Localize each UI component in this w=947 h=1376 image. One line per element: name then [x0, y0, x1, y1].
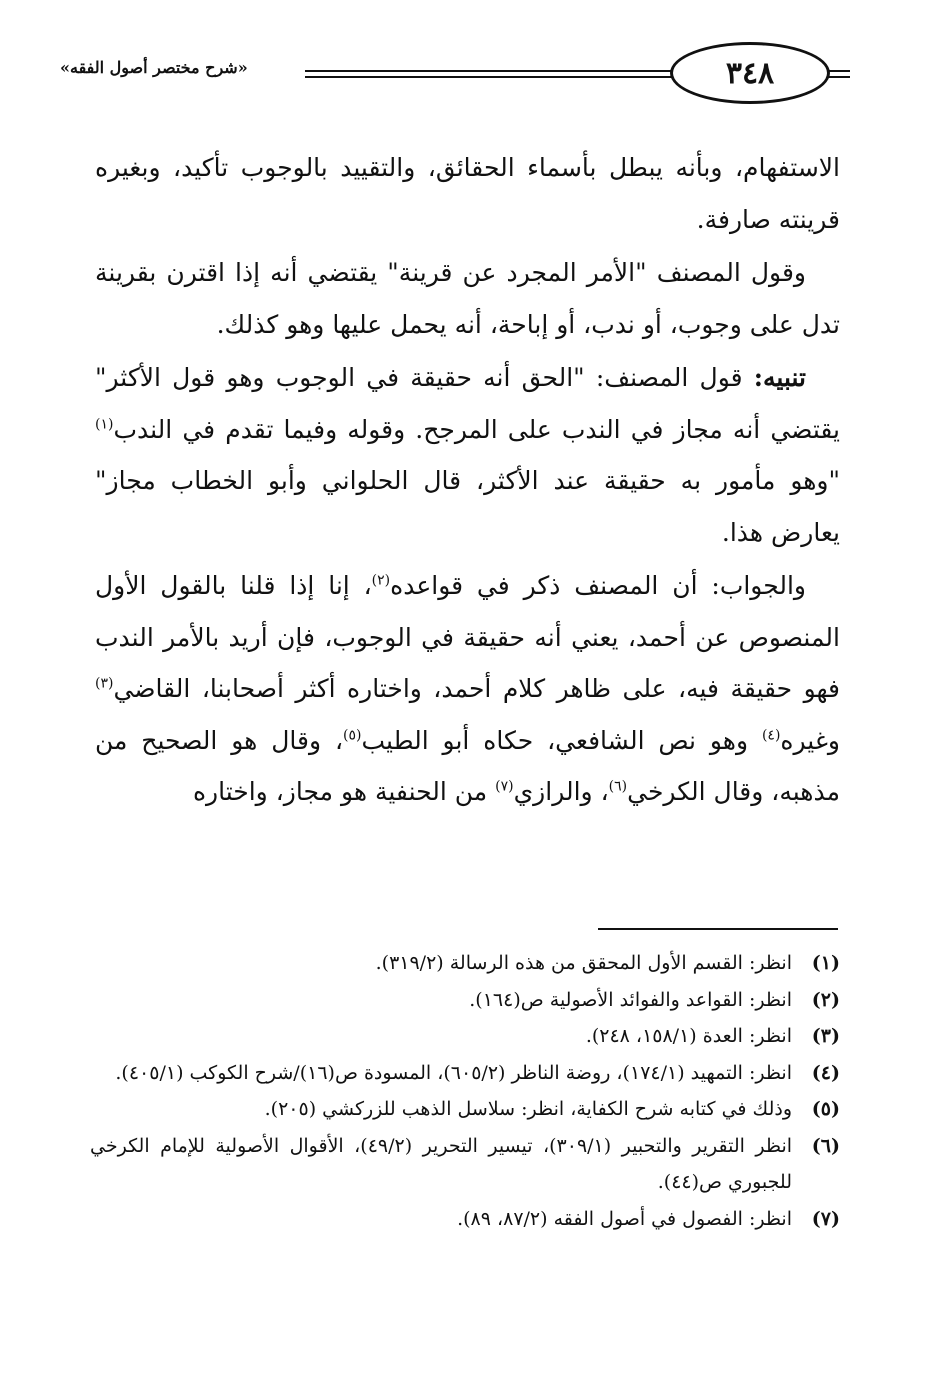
- footnote: [90, 1018, 840, 1055]
- footnote-number: (٤): [811, 1061, 840, 1084]
- footnote-number: (١): [811, 952, 840, 974]
- text-run: ، وقال هو الصحيح من مذهبه، وقال الكرخي: [95, 725, 840, 806]
- text-run: وغيره: [780, 725, 840, 755]
- footnotes: [90, 945, 840, 1237]
- paragraph: [95, 352, 840, 558]
- footnote-ref[interactable]: (٥): [343, 727, 362, 744]
- note-label: تنبيه:: [753, 363, 806, 392]
- header-rule: [305, 76, 705, 78]
- text-run: "وهو مأمور به حقيقة عند الأكثر، قال الحلواني وأبو الخطاب مجاز" يعارض هذا.: [95, 466, 840, 547]
- footnote-number: (٧): [811, 1207, 840, 1230]
- page-header: [60, 36, 850, 106]
- running-title: «شرح مختصر أصول الفقه»: [60, 58, 248, 77]
- footnote-ref[interactable]: (٤): [761, 727, 781, 744]
- paragraph: الاستفهام، وبأنه يبطل بأسماء الحقائق، والتقييد بالوجوب تأكيد، وبغيره قرينته صارفة.: [95, 153, 840, 234]
- footnote-ref[interactable]: (٧): [495, 778, 514, 795]
- footnote-text: انظر: التمهيد (١٧٤/١)، روضة الناظر (٦٠٥/٢)، المسودة ص(١٦)/شرح الكوكب (٤٠٥/١).: [115, 1061, 792, 1084]
- footnote: [90, 945, 840, 982]
- text-run: قول المصنف: "الحق أنه حقيقة في الوجوب وهو قول الأكثر" يقتضي أنه مجاز في الندب على المرجح. وقوله وفيما تقدم في الندب: [95, 363, 840, 444]
- page-number-badge: [670, 42, 830, 104]
- footnote-ref[interactable]: (٣): [95, 675, 114, 692]
- footnote: [90, 1091, 840, 1128]
- footnote-text: انظر التقرير والتحبير (٣٠٩/١)، تيسير التحرير (٤٩/٢)، الأقوال الأصولية للإمام الكرخي للجبوري ص(٤٤).: [90, 1134, 793, 1193]
- header-rule: [305, 70, 705, 72]
- footnote: [90, 982, 840, 1019]
- footnote-ref[interactable]: (١): [95, 416, 114, 433]
- footnote-ref[interactable]: (٢): [371, 572, 391, 589]
- text-run: ، إنا إذا قلنا بالقول الأول المنصوص عن أحمد، يعني أنه حقيقة في الوجوب، فإن أريد بالأمر الندب فهو حقيقة فيه، على ظاهر كلام أحمد، واختاره أكثر أصحابنا، القاضي: [95, 571, 840, 703]
- footnote-divider: [598, 928, 838, 930]
- text-run: وهو نص الشافعي، حكاه أبو الطيب: [361, 725, 762, 755]
- paragraph: [95, 560, 840, 818]
- text-run: والجواب: أن المصنف ذكر في قواعده: [390, 571, 806, 600]
- footnote-text: انظر: القواعد والفوائد الأصولية ص(١٦٤).: [469, 988, 792, 1011]
- footnote-number: (٣): [811, 1025, 840, 1047]
- text-run: ، والرازي: [513, 777, 609, 806]
- footnote-number: (٥): [811, 1098, 840, 1120]
- text-run: من الحنفية هو مجاز، واختاره: [192, 777, 496, 806]
- paragraph: وقول المصنف "الأمر المجرد عن قرينة" يقتضي أنه إذا اقترن بقرينة تدل على وجوب، أو ندب، أو إباحة، أنه يحمل عليها وهو كذلك.: [95, 258, 840, 339]
- footnote-text: انظر: الفصول في أصول الفقه (٨٧/٢، ٨٩).: [457, 1207, 792, 1230]
- footnote-ref[interactable]: (٦): [608, 778, 628, 795]
- footnote: [90, 1128, 840, 1201]
- footnote-text: انظر: العدة (١٥٨/١، ٢٤٨).: [585, 1025, 792, 1047]
- footnote-text: وذلك في كتابه شرح الكفاية، انظر: سلاسل الذهب للزركشي (٢٠٥).: [264, 1098, 792, 1120]
- main-text: [95, 142, 840, 820]
- footnote-text: انظر: القسم الأول المحقق من هذه الرسالة (٣١٩/٢).: [375, 952, 792, 974]
- footnote: [90, 1201, 840, 1238]
- footnote-number: (٦): [811, 1134, 840, 1157]
- footnote-number: (٢): [811, 988, 840, 1011]
- page-number: ٣٤٨: [725, 55, 775, 91]
- footnote: [90, 1055, 840, 1092]
